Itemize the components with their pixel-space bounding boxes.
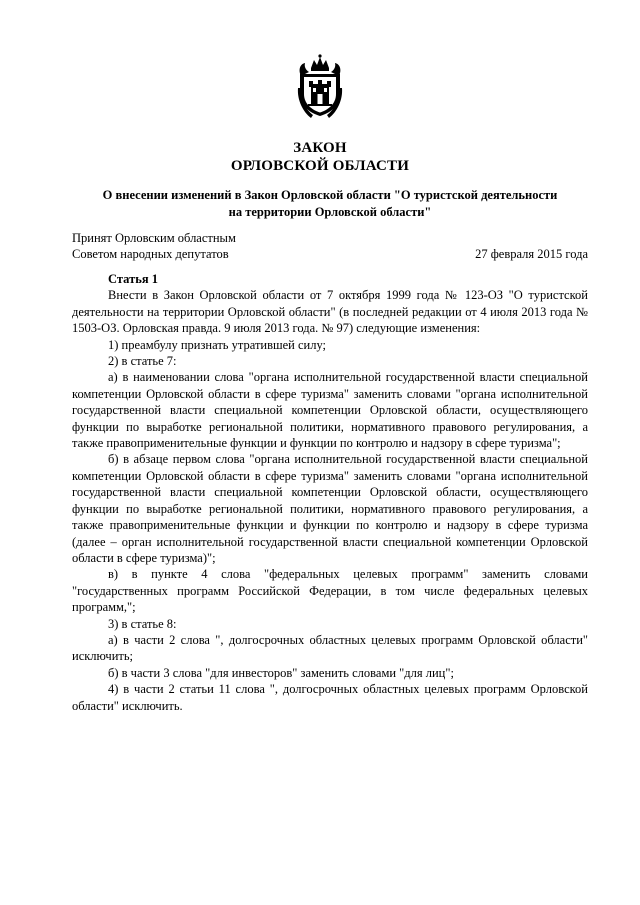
adoption-date: 27 февраля 2015 года [475, 247, 588, 261]
subtitle-line: на территории Орловской области" [228, 205, 432, 219]
article-body [72, 271, 588, 714]
article-paragraph: 3) в статье 8: [108, 616, 177, 631]
article-paragraph: в) в пункте 4 слова "федеральных целевых программ" заменить словами "государственных программ Российской Федерации, в том числе федеральных целевых программ,"; [72, 567, 588, 615]
law-subtitle [72, 187, 588, 221]
adoption-line: Советом народных депутатов [72, 247, 229, 261]
coat-of-arms-icon [297, 54, 343, 121]
article-paragraph: 4) в части 2 статьи 11 слова ", долгосрочных областных целевых программ Орловской области" исключить. [72, 682, 588, 713]
article-paragraph: а) в части 2 слова ", долгосрочных областных целевых программ Орловской области" исключить; [72, 632, 588, 664]
article-paragraph: 2) в статье 7: [108, 354, 177, 369]
article-heading: Статья 1 [108, 272, 158, 286]
article-paragraph: а) в наименовании слова "органа исполнительной государственной власти специальной компетенции Орловской области в сфере туризма" заменить словами "органа исполнительной государственной власти специальной компетенции Орловской области, осуществляющего функции по выработке региональной политики, нормативного правового регулирования, а также правоприменительные функции и функции по контролю и надзору в сфере туризма"; [72, 370, 588, 451]
law-title: ЗАКОН [293, 140, 347, 156]
adoption-line: Принят Орловским областным [72, 231, 236, 245]
article-paragraph: б) в абзаце первом слова "органа исполнительной государственной власти специальной компетенции Орловской области в сфере туризма" заменить словами "органа исполнительной государственной власти специальной компетенции Орловской области, осуществляющего функции по выработке региональной политики, нормативного правового регулирования, а также правоприменительные функции и функции по контролю и надзору в сфере туризма (далее – орган исполнительной государственной власти специальной компетенции Орловской области в сфере туризма)"; [72, 452, 588, 565]
subtitle-line: О внесении изменений в Закон Орловской области "О туристской деятельности [102, 188, 558, 202]
article-paragraph: б) в части 3 слова "для инвесторов" заменить словами "для лиц"; [108, 665, 454, 680]
article-paragraph: Внести в Закон Орловской области от 7 октября 1999 года № 123-ОЗ "О туристской деятельности на территории Орловской области" (в последней редакции от 4 июля 2013 года № 1503-ОЗ. Орловская правда. 9 июля 2013 года. № 97) следующие изменения: [72, 288, 588, 336]
adoption-block [72, 230, 588, 262]
law-region: ОРЛОВСКОЙ ОБЛАСТИ [230, 158, 410, 174]
article-paragraph: 1) преамбулу признать утратившей силу; [108, 337, 327, 352]
